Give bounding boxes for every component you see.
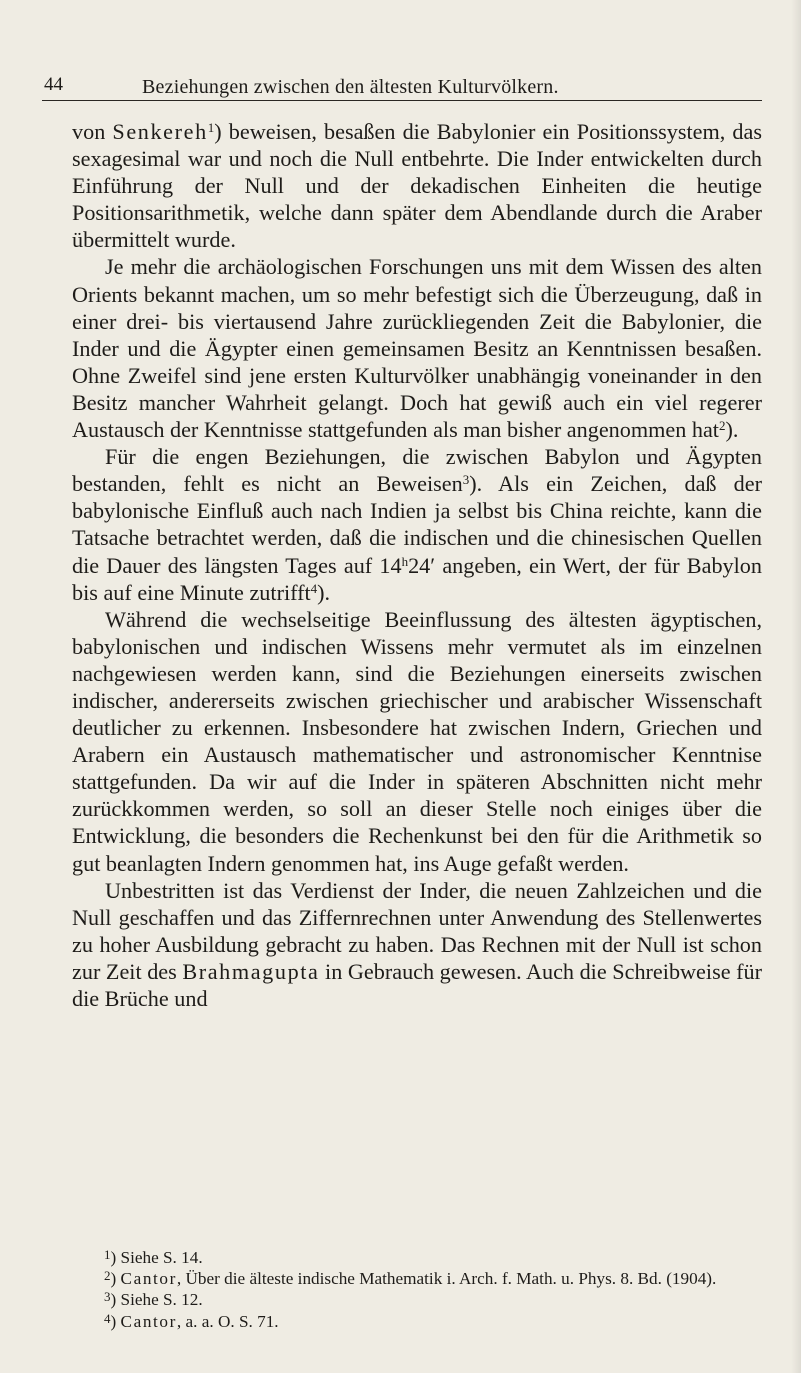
footnote-3	[72, 1289, 762, 1310]
footnote-author: Cantor	[120, 1311, 177, 1331]
text-run: Je mehr die archäologischen Forschungen uns mit dem Wissen des alten Orients bekannt machen, um so mehr befestigt sich die Überzeugung, daß in einer drei- bis viertausend Jahre zurückliegenden Zeit die Babylonier, die Inder und die Ägypter einen gemeinsamen Besitz an Kenntnissen besaßen. Ohne Zweifel sind jene ersten Kulturvölker unabhängig voneinander in den Besitz mancher Wahrheit gelangt. Doch hat gewiß auch ein viel regerer Austausch der Kenntnisse stattgefunden als man bisher angenommen hat	[72, 254, 762, 443]
page-edge-shadow	[791, 0, 801, 1373]
hour-superscript: h	[401, 553, 409, 569]
footnotes	[72, 1247, 762, 1332]
paragraph-3	[72, 443, 762, 606]
footnote-text: , a. a. O. S. 71.	[176, 1311, 279, 1331]
footnote-mark: 2	[104, 1268, 111, 1284]
footnote-text: ) Siehe S. 14.	[110, 1248, 203, 1267]
text-run: Während die wechselseitige Beeinflussung des ältesten ägyptischen, babylonischen und indischen Wissens mehr vermutet als im einzelnen nachgewiesen werden kann, sind die Beziehungen einerseits zwischen indischer, andererseits zwischen griechischer und arabischer Wissenschaft deutlicher zu erkennen. Insbesondere hat zwischen Indern, Griechen und Arabern ein Austausch mathematischer und astronomischer Kenntnise stattgefunden. Da wir auf die Inder in späteren Abschnitten nicht mehr zurückkommen werden, so soll an dieser Stelle noch einiges über die Entwicklung, die besonders die Rechenkunst bei den für die Arithmetik so gut beanlagten Indern genommen hat, ins Auge gefaßt werden.	[72, 606, 762, 876]
page-header	[42, 60, 762, 101]
footnote-ref-3: 3	[462, 472, 470, 488]
paragraph-2	[72, 253, 762, 443]
text-run: ) beweisen, besaßen die Babylonier ein Positionssystem, das sexagesimal war und noch die Null entbehrte. Die Inder entwickelten durch Einführung der Null und der dekadischen Einheiten die heutige Positionsarithmetik, welche dann später dem Abendlande durch die Araber übermittelt wurde.	[72, 119, 762, 253]
footnote-ref-2: 2	[718, 418, 726, 434]
person-name: Senkereh	[112, 119, 208, 144]
main-text	[72, 118, 762, 1012]
running-head: Beziehungen zwischen den ältesten Kulturvölkern.	[142, 76, 559, 98]
text-run: in Gebrauch gewesen. Auch die Schreibweise für die Brüche und	[72, 958, 762, 1011]
paragraph-4	[72, 606, 762, 877]
text-run: von	[72, 119, 113, 144]
text-run: ). Als ein Zeichen, daß der babylonische Einfluß auch nach Indien ja selbst bis China reichte, kann die Tatsache betrachtet werden, daß die indischen und die chinesischen Quellen die Dauer des längsten Tages auf 14	[72, 471, 762, 578]
text-run: Für die engen Beziehungen, die zwischen Babylon und Ägypten bestanden, fehlt es nicht an Beweisen	[72, 444, 762, 497]
footnote-author: Cantor	[120, 1269, 177, 1289]
paragraph-5	[72, 877, 762, 1012]
page-number: 44	[44, 74, 63, 95]
footnote-text: ) Siehe S. 12.	[110, 1290, 203, 1310]
person-name: Brahmagupta	[182, 958, 320, 984]
footnote-1	[72, 1247, 762, 1268]
paragraph-1	[72, 118, 762, 253]
footnote-4: $^4$) Cantor, a. a. O. S. 71.	[104, 1310, 279, 1331]
text-run: ).	[317, 579, 331, 605]
footnote-mark: 1	[104, 1247, 111, 1262]
text-run: ).	[725, 417, 739, 443]
footnote-ref-4: 4	[310, 580, 318, 596]
footnote-ref-1: 1	[207, 120, 215, 135]
footnote-mark: 3	[104, 1289, 111, 1305]
text-run: Unbestritten ist das Verdienst der Inder, die neuen Zahlzeichen und die Null geschaffen und das Ziffernrechnen unter Anwendung des Stellenwertes zu hoher Ausbildung gebracht zu haben. Das Rechnen mit der Null ist schon zur Zeit des	[72, 877, 762, 984]
text-run: 24′ angeben, ein Wert, der für Babylon bis auf eine Minute zutrifft	[72, 552, 762, 605]
footnote-mark: 4	[104, 1310, 111, 1326]
footnote-2: $^2$) Cantor, Über die älteste indische Mathematik i. Arch. f. Math. u. Phys. 8. Bd. (1904).	[104, 1268, 717, 1289]
footnote-text: , Über die älteste indische Mathematik i. Arch. f. Math. u. Phys. 8. Bd. (1904).	[176, 1269, 717, 1289]
